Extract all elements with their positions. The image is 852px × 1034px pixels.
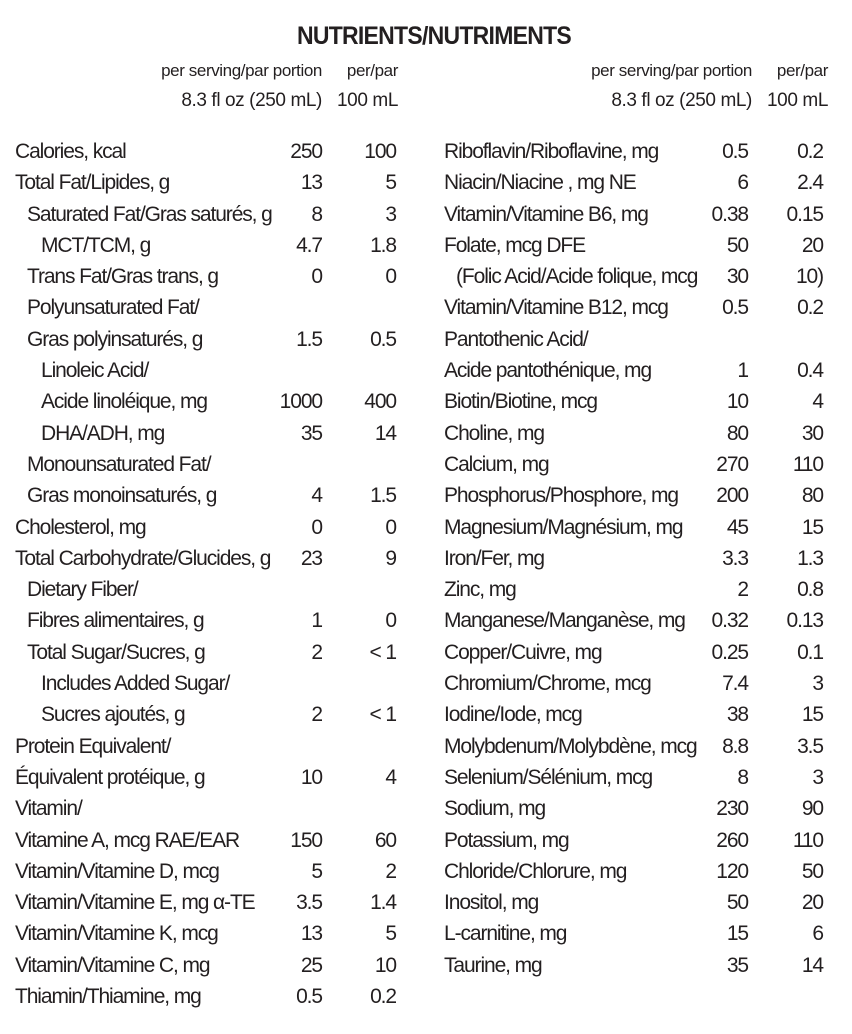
nutrient-label: MCT/TCM, g <box>41 233 151 257</box>
nutrient-label: Acide pantothénique, mg <box>444 359 652 383</box>
per100-value: 1.3 <box>797 546 823 570</box>
nutrient-row <box>15 325 400 356</box>
left-nutrient-column <box>15 137 400 1013</box>
nutrient-row <box>15 168 400 199</box>
serving-value: 50 <box>726 233 748 257</box>
nutrient-row <box>444 450 829 481</box>
serving-value: 2 <box>311 703 322 727</box>
nutrient-label: Taurine, mg <box>444 953 542 977</box>
left-serving-header <box>161 56 322 116</box>
nutrient-label: Gras polyinsaturés, g <box>27 327 203 351</box>
nutrient-label: Sucres ajoutés, g <box>41 703 185 727</box>
serving-value: 250 <box>290 140 322 163</box>
nutrient-row <box>444 794 829 825</box>
nutrient-label: Acide linoléique, mg <box>41 390 207 414</box>
right-per100-header-line2: 100 mL <box>767 90 828 111</box>
nutrient-label: Monounsaturated Fat/ <box>27 452 211 476</box>
nutrient-row <box>444 200 829 231</box>
left-serving-header-line2: 8.3 fl oz (250 mL) <box>181 90 322 111</box>
serving-value: 1000 <box>279 390 322 414</box>
serving-value: 0.32 <box>711 609 748 633</box>
nutrient-label: Phosphorus/Phosphore, mg <box>444 484 678 508</box>
serving-value: 0 <box>311 515 322 539</box>
nutrient-label: Niacin/Niacine , mg NE <box>444 171 636 195</box>
per100-value: 15 <box>801 515 823 539</box>
nutrient-label: Riboflavin/Riboflavine, mg <box>444 140 659 163</box>
per100-value: 14 <box>801 953 823 977</box>
per100-value: 0.4 <box>797 359 823 383</box>
nutrient-row <box>15 763 400 794</box>
per100-value: 2 <box>385 859 396 883</box>
serving-value: 6 <box>737 171 748 195</box>
serving-value: 13 <box>300 922 322 946</box>
left-serving-header-line1: per serving/par portion <box>161 61 322 80</box>
nutrient-row <box>444 356 829 387</box>
nutrient-row <box>15 544 400 575</box>
nutrient-label: Équivalent protéique, g <box>15 765 205 789</box>
per100-value: 0 <box>385 265 396 289</box>
nutrient-label: Pantothenic Acid/ <box>444 327 588 351</box>
per100-value: 10 <box>374 953 396 977</box>
serving-value: 45 <box>726 515 748 539</box>
nutrient-row <box>15 481 400 512</box>
per100-value: 0 <box>385 515 396 539</box>
per100-value: 5 <box>385 171 396 195</box>
per100-value: 0.15 <box>786 202 823 226</box>
nutrient-label: Fibres alimentaires, g <box>27 609 204 633</box>
serving-value: 80 <box>726 421 748 445</box>
serving-value: 8 <box>311 202 322 226</box>
nutrient-row <box>15 387 400 418</box>
serving-value: 0.5 <box>722 296 748 320</box>
nutrient-row <box>444 168 829 199</box>
serving-value: 0.25 <box>711 640 748 664</box>
nutrient-label: Magnesium/Magnésium, mg <box>444 515 683 539</box>
nutrient-label: Calories, kcal <box>15 140 126 163</box>
nutrient-label: Choline, mg <box>444 421 544 445</box>
nutrient-label: (Folic Acid/Acide folique, mcg <box>456 265 698 289</box>
nutrient-row <box>444 513 829 544</box>
nutrient-row <box>444 826 829 857</box>
panel-title: NUTRIENTS/NUTRIMENTS <box>296 22 572 50</box>
nutrient-row <box>15 638 400 669</box>
serving-value: 1.5 <box>296 327 322 351</box>
per100-value: 10) <box>795 265 823 289</box>
serving-value: 4 <box>311 484 322 508</box>
nutrient-label: Saturated Fat/Gras saturés, g <box>27 202 272 226</box>
serving-value: 35 <box>726 953 748 977</box>
right-serving-header-line2: 8.3 fl oz (250 mL) <box>611 90 752 111</box>
nutrient-row <box>444 325 829 356</box>
nutrient-label: Zinc, mg <box>444 578 516 602</box>
serving-value: 2 <box>737 578 748 602</box>
per100-value: 6 <box>812 922 823 946</box>
per100-value: 400 <box>364 390 396 414</box>
per100-value: 4 <box>812 390 823 414</box>
nutrient-row <box>444 262 829 293</box>
serving-value: 23 <box>300 546 322 570</box>
nutrient-row <box>15 794 400 825</box>
nutrient-row <box>15 137 400 168</box>
serving-value: 3.5 <box>296 891 322 915</box>
nutrient-row <box>444 387 829 418</box>
per100-value: 3 <box>812 672 823 696</box>
nutrient-label: Iron/Fer, mg <box>444 546 545 570</box>
per100-value: 1.5 <box>370 484 396 508</box>
per100-value: 0.1 <box>797 640 823 664</box>
nutrient-row <box>444 419 829 450</box>
nutrient-row <box>15 419 400 450</box>
serving-value: 0.38 <box>711 202 748 226</box>
serving-value: 7.4 <box>722 672 748 696</box>
nutrient-row <box>15 732 400 763</box>
per100-value: 80 <box>801 484 823 508</box>
nutrient-row <box>15 262 400 293</box>
nutrient-row <box>444 606 829 637</box>
per100-value: < 1 <box>369 703 396 727</box>
nutrient-row <box>444 919 829 950</box>
per100-value: 3 <box>385 202 396 226</box>
serving-value: 2 <box>311 640 322 664</box>
nutrient-label: Includes Added Sugar/ <box>41 672 230 696</box>
serving-value: 230 <box>716 797 748 821</box>
left-per100-header-line2: 100 mL <box>337 90 398 111</box>
nutrient-row <box>15 888 400 919</box>
right-serving-header <box>591 56 752 116</box>
per100-value: 5 <box>385 922 396 946</box>
serving-value: 38 <box>726 703 748 727</box>
nutrient-label: Chromium/Chrome, mcg <box>444 672 651 696</box>
nutrient-label: Thiamin/Thiamine, mg <box>15 985 201 1009</box>
per100-value: 0.8 <box>797 578 823 602</box>
right-serving-header-line1: per serving/par portion <box>591 61 752 80</box>
nutrient-row <box>444 544 829 575</box>
serving-value: 1 <box>311 609 322 633</box>
nutrient-label: Folate, mcg DFE <box>444 233 586 257</box>
nutrient-row <box>15 293 400 324</box>
per100-value: 0.5 <box>370 327 396 351</box>
nutrient-label: Vitamine A, mcg RAE/EAR <box>15 828 240 852</box>
nutrient-row <box>444 575 829 606</box>
serving-value: 4.7 <box>296 233 322 257</box>
nutrient-label: Chloride/Chlorure, mg <box>444 859 627 883</box>
per100-value: 20 <box>801 891 823 915</box>
nutrient-row <box>444 137 829 168</box>
nutrient-row <box>15 575 400 606</box>
serving-value: 150 <box>290 828 322 852</box>
nutrient-row <box>444 638 829 669</box>
per100-value: 15 <box>801 703 823 727</box>
nutrient-label: Total Sugar/Sucres, g <box>27 640 205 664</box>
serving-value: 35 <box>300 421 322 445</box>
nutrient-label: Protein Equivalent/ <box>15 734 171 758</box>
nutrient-row <box>444 732 829 763</box>
nutrient-row <box>444 951 829 982</box>
nutrient-label: L-carnitine, mg <box>444 922 567 946</box>
per100-value: < 1 <box>369 640 396 664</box>
per100-value: 9 <box>385 546 396 570</box>
serving-value: 8.8 <box>722 734 748 758</box>
nutrient-label: Polyunsaturated Fat/ <box>27 296 199 320</box>
serving-value: 0.5 <box>296 985 322 1009</box>
nutrient-label: Manganese/Manganèse, mg <box>444 609 685 633</box>
nutrient-label: Molybdenum/Molybdène, mcg <box>444 734 697 758</box>
per100-value: 0.2 <box>797 140 823 163</box>
serving-value: 10 <box>726 390 748 414</box>
nutrient-label: Total Fat/Lipides, g <box>15 171 170 195</box>
serving-value: 3.3 <box>722 546 748 570</box>
serving-value: 13 <box>300 171 322 195</box>
per100-value: 0 <box>385 609 396 633</box>
nutrient-row <box>15 951 400 982</box>
serving-value: 270 <box>716 452 748 476</box>
nutrient-row <box>15 450 400 481</box>
serving-value: 15 <box>726 922 748 946</box>
per100-value: 110 <box>792 452 823 476</box>
nutrient-label: Vitamin/Vitamine K, mcg <box>15 922 218 946</box>
nutrient-row <box>444 763 829 794</box>
nutrient-row <box>15 982 400 1013</box>
nutrient-row <box>15 606 400 637</box>
nutrient-label: Inositol, mg <box>444 891 539 915</box>
serving-value: 5 <box>311 859 322 883</box>
nutrient-row <box>444 669 829 700</box>
right-per100-header <box>767 56 828 116</box>
nutrient-label: Cholesterol, mg <box>15 515 146 539</box>
nutrient-row <box>444 857 829 888</box>
nutrient-label: Trans Fat/Gras trans, g <box>27 265 218 289</box>
per100-value: 0.13 <box>786 609 823 633</box>
nutrient-row <box>444 231 829 262</box>
serving-value: 25 <box>300 953 322 977</box>
nutrient-row <box>444 293 829 324</box>
nutrient-row <box>15 356 400 387</box>
nutrient-label: Iodine/Iode, mcg <box>444 703 582 727</box>
nutrient-label: DHA/ADH, mg <box>41 421 165 445</box>
right-per100-header-line1: per/par <box>776 61 828 80</box>
nutrient-label: Sodium, mg <box>444 797 546 821</box>
per100-value: 0.2 <box>797 296 823 320</box>
per100-value: 3 <box>812 765 823 789</box>
nutrient-row <box>15 513 400 544</box>
per100-value: 30 <box>801 421 823 445</box>
serving-value: 1 <box>737 359 748 383</box>
nutrient-row <box>15 700 400 731</box>
serving-value: 120 <box>716 859 748 883</box>
nutrient-label: Vitamin/Vitamine B6, mg <box>444 202 648 226</box>
per100-value: 4 <box>385 765 396 789</box>
nutrient-label: Vitamin/Vitamine C, mg <box>15 953 210 977</box>
per100-value: 90 <box>801 797 823 821</box>
nutrient-label: Dietary Fiber/ <box>27 578 138 602</box>
left-per100-header <box>337 56 398 116</box>
nutrient-label: Total Carbohydrate/Glucides, g <box>15 546 271 570</box>
serving-value: 8 <box>737 765 748 789</box>
nutrient-row <box>15 826 400 857</box>
nutrient-label: Potassium, mg <box>444 828 569 852</box>
per100-value: 1.4 <box>370 891 396 915</box>
nutrient-row <box>15 231 400 262</box>
serving-value: 0 <box>311 265 322 289</box>
per100-value: 3.5 <box>797 734 823 758</box>
serving-value: 260 <box>716 828 748 852</box>
serving-value: 0.5 <box>722 140 748 163</box>
nutrient-label: Biotin/Biotine, mcg <box>444 390 598 414</box>
serving-value: 30 <box>726 265 748 289</box>
per100-value: 20 <box>801 233 823 257</box>
nutrient-label: Vitamin/Vitamine E, mg α-TE <box>15 891 255 915</box>
right-nutrient-column <box>444 137 829 982</box>
nutrient-label: Selenium/Sélénium, mcg <box>444 765 653 789</box>
nutrient-label: Gras monoinsaturés, g <box>27 484 217 508</box>
per100-value: 1.8 <box>370 233 396 257</box>
nutrient-row <box>444 888 829 919</box>
nutrient-label: Calcium, mg <box>444 452 549 476</box>
nutrient-label: Copper/Cuivre, mg <box>444 640 602 664</box>
nutrient-row <box>15 919 400 950</box>
per100-value: 0.2 <box>370 985 396 1009</box>
nutrient-row <box>15 857 400 888</box>
per100-value: 110 <box>792 828 823 852</box>
nutrient-row <box>444 481 829 512</box>
nutrient-label: Vitamin/Vitamine D, mcg <box>15 859 219 883</box>
per100-value: 2.4 <box>797 171 823 195</box>
per100-value: 60 <box>374 828 396 852</box>
per100-value: 14 <box>374 421 396 445</box>
nutrient-label: Vitamin/ <box>15 797 82 821</box>
nutrient-row <box>15 200 400 231</box>
nutrient-row <box>15 669 400 700</box>
per100-value: 50 <box>801 859 823 883</box>
serving-value: 10 <box>300 765 322 789</box>
nutrient-label: Vitamin/Vitamine B12, mcg <box>444 296 668 320</box>
nutrient-label: Linoleic Acid/ <box>41 359 149 383</box>
serving-value: 200 <box>716 484 748 508</box>
serving-value: 50 <box>726 891 748 915</box>
nutrient-row <box>444 700 829 731</box>
per100-value: 100 <box>364 140 396 163</box>
left-per100-header-line1: per/par <box>346 61 398 80</box>
